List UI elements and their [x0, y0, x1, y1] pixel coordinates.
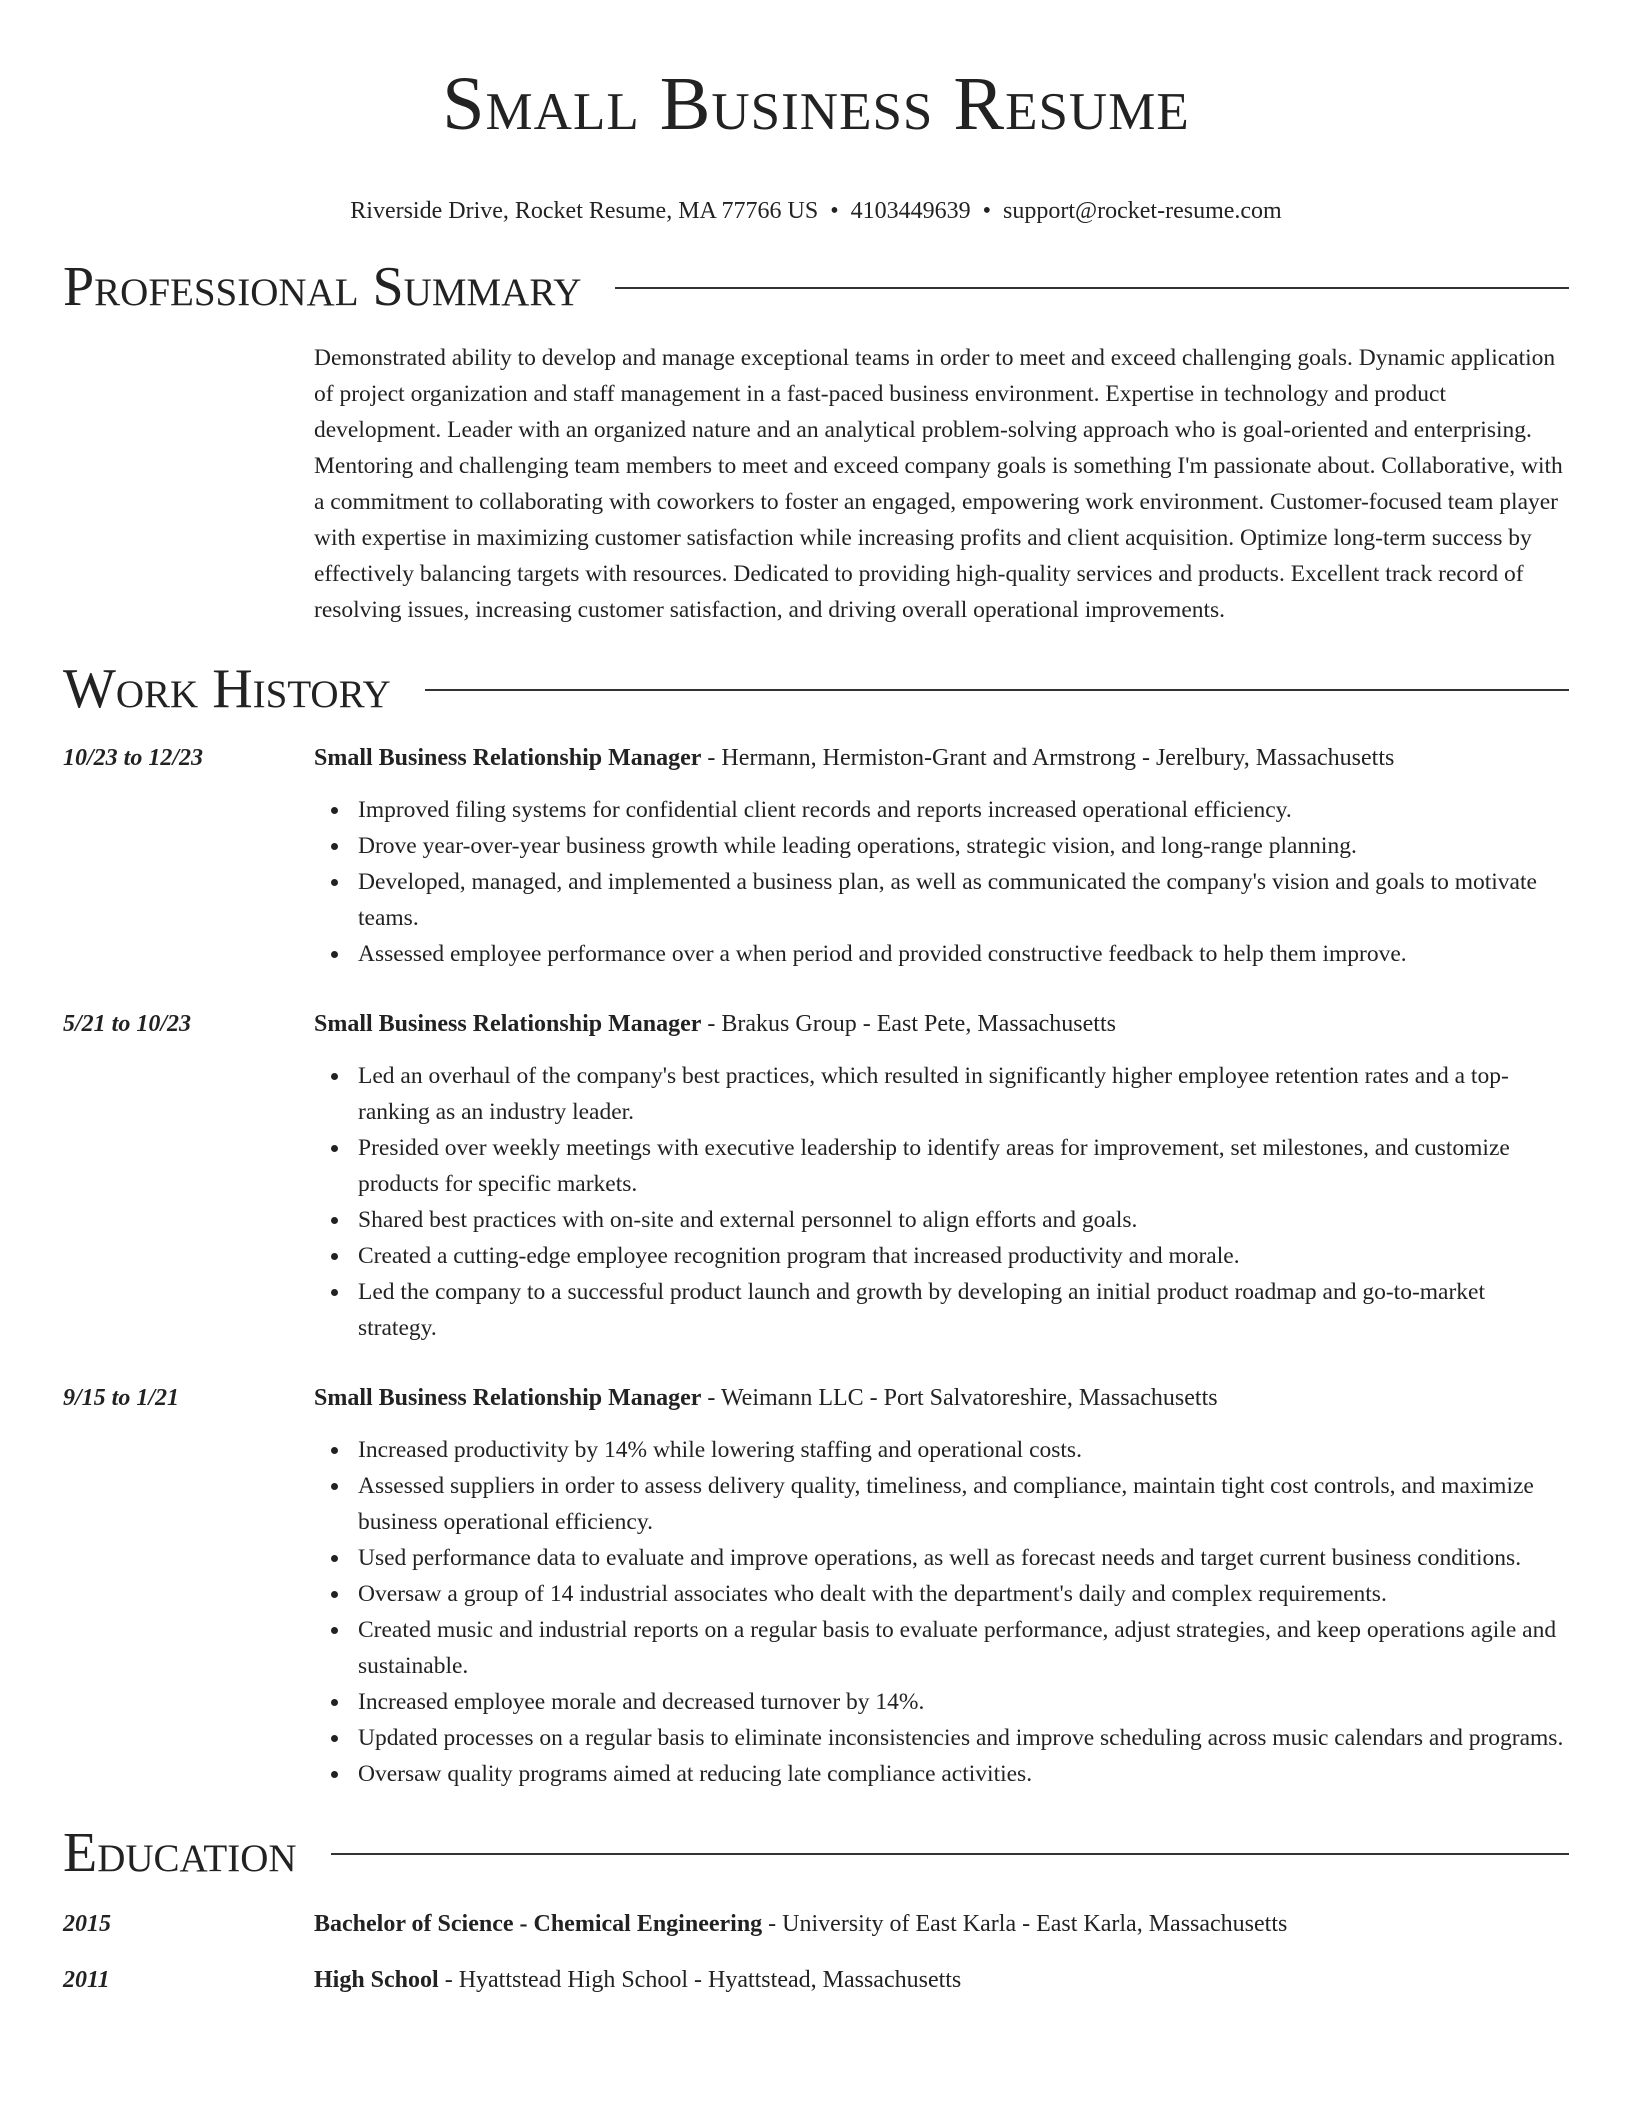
job-bullet: Shared best practices with on-site and external personnel to align efforts and goals. [314, 1202, 1569, 1238]
job-heading [314, 1006, 1569, 1042]
section-divider [615, 287, 1569, 289]
section-heading: Professional Summary [63, 256, 582, 318]
contact-email: support@rocket-resume.com [1003, 198, 1282, 224]
summary-spacer [63, 340, 314, 628]
job-title: Small Business Relationship Manager [314, 1011, 702, 1037]
education-section [63, 1822, 1569, 1998]
job-employer: - Brakus Group - East Pete, Massachusetts [701, 1011, 1116, 1037]
job-bullets [314, 1432, 1569, 1792]
job-bullet: Assessed employee performance over a when period and provided constructive feedback to help them improve. [314, 936, 1569, 972]
job-entry [63, 1006, 1569, 1346]
job-title: Small Business Relationship Manager [314, 1385, 702, 1411]
job-bullet: Drove year-over-year business growth while leading operations, strategic vision, and long-range planning. [314, 828, 1569, 864]
summary-text: Demonstrated ability to develop and manage exceptional teams in order to meet and exceed challenging goals. Dynamic application of project organization and staff management in a fast-paced business environment. Expertise in technology and product development. Leader with an organized nature and an analytical problem-solving approach who is goal-oriented and enterprising. Mentoring and challenging team members to meet and exceed company goals is something I'm passionate about. Collaborative, with a commitment to collaborating with coworkers to foster an engaged, empowering work environment. Customer-focused team player with expertise in maximizing customer satisfaction while increasing profits and client acquisition. Optimize long-term success by effectively balancing targets with resources. Dedicated to providing high-quality services and products. Excellent track record of resolving issues, increasing customer satisfaction, and driving overall operational improvements. [314, 345, 1563, 623]
job-employer: - Weimann LLC - Port Salvatoreshire, Massachusetts [701, 1385, 1218, 1411]
resume-title: Small Business Resume [442, 62, 1190, 146]
work-history-section [63, 658, 1569, 1792]
education-entry [63, 1906, 1569, 1942]
job-entry [63, 1380, 1569, 1792]
education-year: 2015 [63, 1911, 111, 1937]
job-dates: 10/23 to 12/23 [63, 745, 204, 771]
education-details [314, 1906, 1569, 1942]
job-bullet: Used performance data to evaluate and improve operations, as well as forecast needs and target current business conditions. [314, 1540, 1569, 1576]
education-heading-row [63, 1822, 1569, 1884]
job-employer: - Hermann, Hermiston-Grant and Armstrong - Jerelbury, Massachusetts [701, 745, 1395, 771]
job-bullet: Created music and industrial reports on a regular basis to evaluate performance, adjust strategies, and keep operations agile and sustainable. [314, 1612, 1569, 1684]
job-entry [63, 740, 1569, 972]
job-bullet: Created a cutting-edge employee recognition program that increased productivity and morale. [314, 1238, 1569, 1274]
job-bullets [314, 1058, 1569, 1346]
job-bullet: Oversaw a group of 14 industrial associates who dealt with the department's daily and complex requirements. [314, 1576, 1569, 1612]
job-details [314, 1006, 1569, 1346]
job-bullet: Presided over weekly meetings with executive leadership to identify areas for improvement, set milestones, and customize products for specific markets. [314, 1130, 1569, 1202]
contact-phone: 4103449639 [850, 198, 971, 224]
job-details [314, 1380, 1569, 1792]
job-heading [314, 1380, 1569, 1416]
contact-separator: • [830, 198, 839, 224]
job-details [314, 740, 1569, 972]
contact-address: Riverside Drive, Rocket Resume, MA 77766 US [350, 198, 819, 224]
job-dates: 9/15 to 1/21 [63, 1385, 180, 1411]
job-bullet: Led the company to a successful product launch and growth by developing an initial product roadmap and go-to-market strategy. [314, 1274, 1569, 1346]
education-details [314, 1962, 1569, 1998]
job-bullets [314, 792, 1569, 972]
contact-separator: • [982, 198, 992, 224]
job-dates: 5/21 to 10/23 [63, 1011, 192, 1037]
education-school: - Hyattstead High School - Hyattstead, Massachusetts [438, 1967, 962, 1993]
education-degree: High School [314, 1967, 439, 1993]
summary-section [63, 256, 1569, 628]
section-divider [425, 689, 1569, 691]
job-heading [314, 740, 1569, 776]
job-bullet: Increased productivity by 14% while lowering staffing and operational costs. [314, 1432, 1569, 1468]
job-title: Small Business Relationship Manager [314, 745, 702, 771]
job-bullet: Updated processes on a regular basis to eliminate inconsistencies and improve scheduling across music calendars and programs. [314, 1720, 1569, 1756]
section-heading: Education [63, 1822, 297, 1884]
summary-row [63, 340, 1569, 628]
job-bullet: Oversaw quality programs aimed at reducing late compliance activities. [314, 1756, 1569, 1792]
section-heading: Work History [63, 658, 391, 720]
education-entry [63, 1962, 1569, 1998]
work-heading-row [63, 658, 1569, 720]
education-school: - University of East Karla - East Karla, Massachusetts [762, 1911, 1288, 1937]
job-bullet: Led an overhaul of the company's best practices, which resulted in significantly higher employee retention rates and a top-ranking as an industry leader. [314, 1058, 1569, 1130]
education-degree: Bachelor of Science - Chemical Engineering [314, 1911, 763, 1937]
job-bullet: Developed, managed, and implemented a business plan, as well as communicated the company's vision and goals to motivate teams. [314, 864, 1569, 936]
section-divider [331, 1853, 1569, 1855]
job-bullet: Assessed suppliers in order to assess delivery quality, timeliness, and compliance, maintain tight cost controls, and maximize business operational efficiency. [314, 1468, 1569, 1540]
contact-line [63, 196, 1569, 226]
education-year: 2011 [63, 1967, 110, 1993]
resume-header [63, 0, 1569, 226]
summary-heading-row [63, 256, 1569, 318]
job-bullet: Improved filing systems for confidential client records and reports increased operational efficiency. [314, 792, 1569, 828]
job-bullet: Increased employee morale and decreased turnover by 14%. [314, 1684, 1569, 1720]
